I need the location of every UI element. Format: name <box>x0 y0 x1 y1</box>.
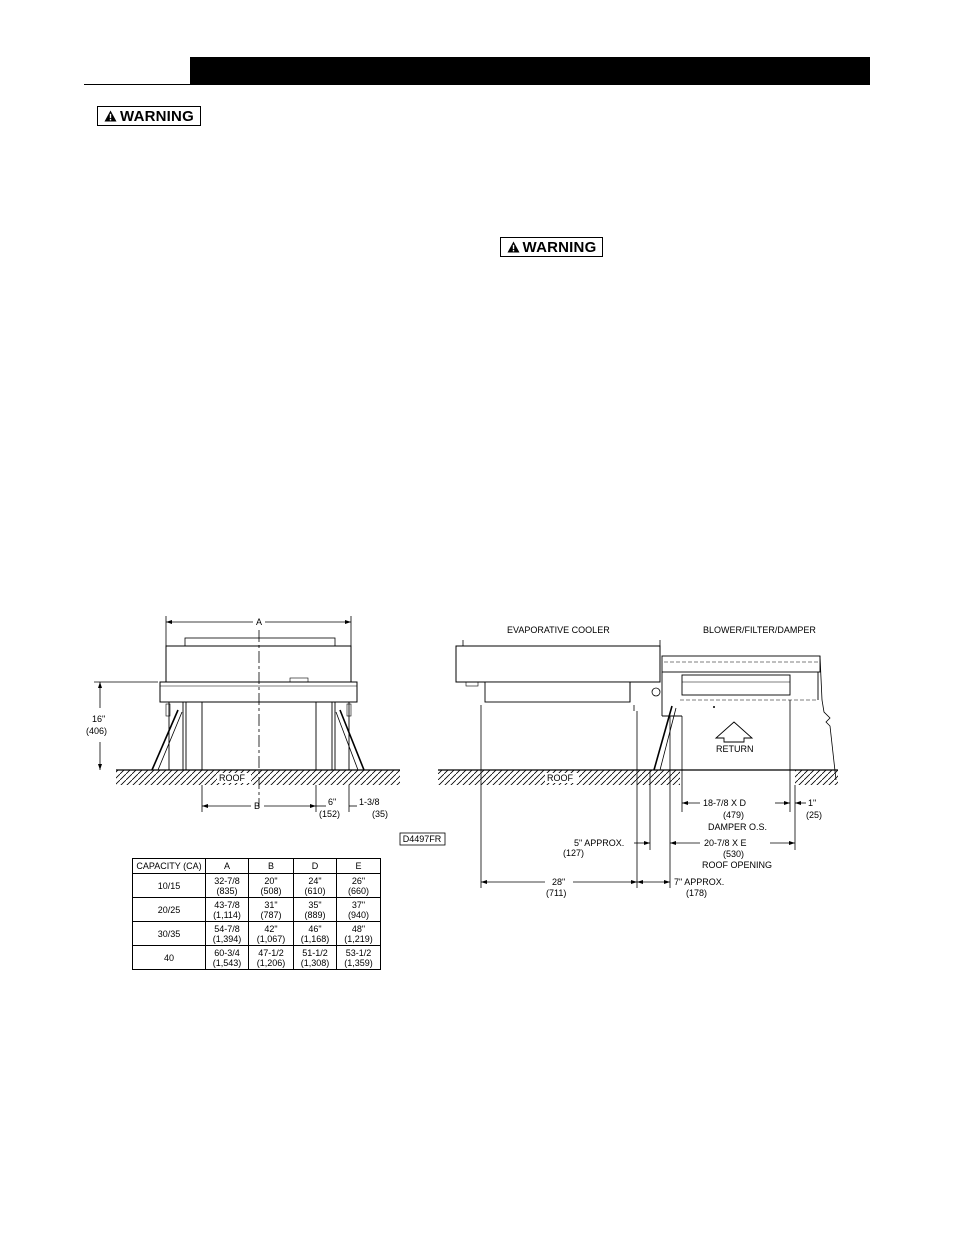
cell-inch: 47-1/2 <box>258 947 284 958</box>
table-cell <box>294 874 337 898</box>
dim-d-note-label: DAMPER O.S. <box>708 822 768 832</box>
cell-inch: 31" <box>264 899 278 910</box>
table-cell <box>206 946 249 970</box>
table-cell <box>294 922 337 946</box>
blower-filter-damper-label: BLOWER/FILTER/DAMPER <box>703 625 816 635</box>
roof-label: ROOF <box>219 773 245 783</box>
table-header: A <box>206 859 249 874</box>
capacity-cell: 20/25 <box>133 898 206 922</box>
table-cell <box>337 946 381 970</box>
cell-mm: (835) <box>216 885 238 896</box>
table-cell <box>337 898 381 922</box>
cell-inch: 53-1/2 <box>345 947 372 958</box>
cell-mm: (940) <box>347 909 369 920</box>
cell-inch: 42" <box>264 923 278 934</box>
table-header: B <box>249 859 294 874</box>
cell-inch: 20" <box>264 875 278 886</box>
dim-7-inch-label: 7" APPROX. <box>674 877 725 887</box>
cell-mm: (610) <box>304 885 326 896</box>
dim-e-inch-label: 20-7/8 X E <box>704 838 747 848</box>
dim-5-mm-label: (127) <box>563 848 585 858</box>
cell-mm: (660) <box>347 885 369 896</box>
table-cell <box>206 874 249 898</box>
dim-b-label: B <box>253 801 261 811</box>
dim-e-note-label: ROOF OPENING <box>702 860 773 870</box>
cell-inch: 60-3/4 <box>214 947 240 958</box>
table-cell <box>249 922 294 946</box>
height-mm-label: (406) <box>86 726 108 736</box>
table-cell <box>249 874 294 898</box>
dim-1-mm-label: (25) <box>806 810 823 820</box>
dim-7-mm-label: (178) <box>686 888 708 898</box>
table-header: E <box>337 859 381 874</box>
table-cell <box>294 946 337 970</box>
roof-label: ROOF <box>547 773 573 783</box>
cell-inch: 54-7/8 <box>214 923 240 934</box>
evaporative-cooler-label: EVAPORATIVE COOLER <box>507 625 610 635</box>
table-cell <box>206 922 249 946</box>
cell-inch: 51-1/2 <box>302 947 328 958</box>
table-cell <box>337 922 381 946</box>
return-label: RETURN <box>716 744 754 754</box>
table-header-row <box>133 859 381 874</box>
cell-mm: (1,543) <box>212 957 242 968</box>
table-header: CAPACITY (CA) <box>133 859 206 874</box>
capacity-cell: 40 <box>133 946 206 970</box>
dim-6-inch-label: 6" <box>328 797 337 807</box>
cell-mm: (1,168) <box>300 933 330 944</box>
dim-5-inch-label: 5" APPROX. <box>574 838 625 848</box>
cell-inch: 24" <box>308 875 322 886</box>
table-row <box>133 874 381 898</box>
cell-mm: (1,067) <box>256 933 286 944</box>
dim-e-mm-label: (530) <box>723 849 745 859</box>
capacity-cell: 30/35 <box>133 922 206 946</box>
capacity-cell: 10/15 <box>133 874 206 898</box>
cell-mm: (787) <box>260 909 282 920</box>
cell-mm: (508) <box>260 885 282 896</box>
cell-inch: 32-7/8 <box>214 875 240 886</box>
table-row <box>133 946 381 970</box>
capacity-table <box>132 858 381 970</box>
table-row <box>133 898 381 922</box>
dim-138-inch-label: 1-3/8 <box>359 797 380 807</box>
dim-d-mm-label: (479) <box>723 810 745 820</box>
cell-inch: 37" <box>351 899 366 910</box>
cell-mm: (1,359) <box>344 957 373 968</box>
dim-6-mm-label: (152) <box>319 809 341 819</box>
dim-28-mm-label: (711) <box>546 888 567 898</box>
warning-label: WARNING <box>522 238 597 256</box>
dim-138-mm-label: (35) <box>372 809 389 819</box>
warning-label: WARNING <box>120 107 194 125</box>
cell-mm: (1,308) <box>300 957 330 968</box>
cell-inch: 26" <box>351 875 366 886</box>
cell-inch: 46" <box>308 923 322 934</box>
table-cell <box>249 898 294 922</box>
dim-a-label: A <box>255 617 263 627</box>
table-cell <box>294 898 337 922</box>
height-inch-label: 16" <box>92 714 106 724</box>
dim-28-inch-label: 28" <box>552 877 566 887</box>
table-row <box>133 922 381 946</box>
dim-1-inch-label: 1" <box>808 798 817 808</box>
cell-mm: (1,394) <box>212 933 242 944</box>
drawing-number: D4497FR <box>402 834 442 844</box>
cell-mm: (1,206) <box>256 957 286 968</box>
cell-inch: 43-7/8 <box>214 899 240 910</box>
cell-inch: 35" <box>308 899 322 910</box>
table-cell <box>249 946 294 970</box>
cell-mm: (1,114) <box>213 909 241 920</box>
cell-inch: 48" <box>351 923 366 934</box>
table-header: D <box>294 859 337 874</box>
dim-d-inch-label: 18-7/8 X D <box>703 798 747 808</box>
table-cell <box>206 898 249 922</box>
cell-mm: (1,219) <box>344 933 373 944</box>
table-cell <box>337 874 381 898</box>
cell-mm: (889) <box>304 909 326 920</box>
